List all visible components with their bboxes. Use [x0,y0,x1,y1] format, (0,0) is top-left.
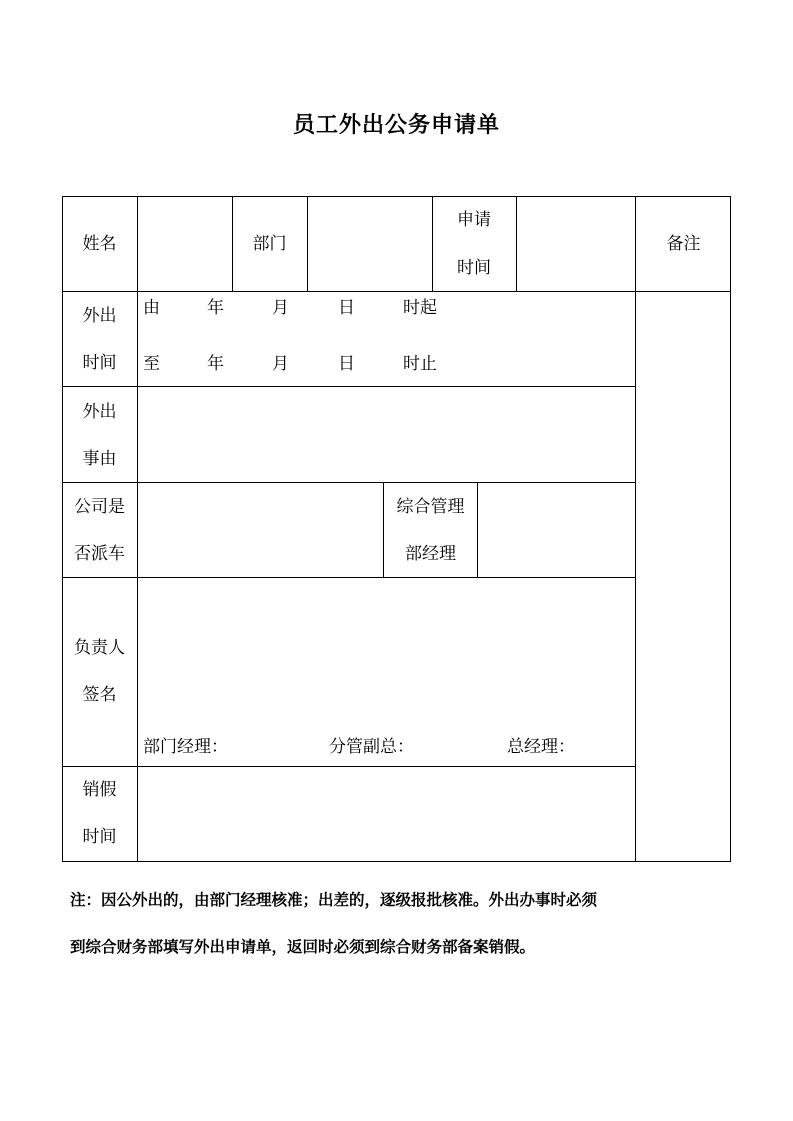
remarks-field[interactable] [637,293,730,861]
from-year: 年 [207,298,224,318]
cancel-leave-field[interactable] [139,768,634,860]
vice-gm-signature: 分管副总： [329,737,414,757]
column-divider [477,482,478,578]
to-suffix: 时止 [403,354,437,374]
admin-manager-field[interactable] [479,484,634,576]
to-month: 月 [272,354,289,374]
column-divider [516,196,517,292]
department-field[interactable] [309,198,431,290]
out-time-label: 外出 [82,306,117,326]
apply-time-label: 申请 [457,210,491,230]
row-divider [62,577,636,578]
to-day: 日 [338,354,355,374]
remarks-label: 备注 [666,234,701,254]
from-day: 日 [338,298,355,318]
out-time-label: 时间 [82,353,117,373]
apply-time-field[interactable] [518,198,634,290]
footnote-line-1: 注：因公外出的，由部门经理核准；出差的，逐级报批核准。外出办事时必须 [70,891,598,909]
reason-field[interactable] [139,388,634,481]
column-divider [635,196,636,862]
department-label: 部门 [252,234,287,254]
from-prefix: 由 [143,298,160,318]
name-label: 姓名 [82,234,117,254]
to-year: 年 [207,354,224,374]
car-label: 公司是 [74,497,125,517]
reason-label: 外出 [82,402,117,422]
admin-manager-label: 综合管理 [396,497,465,517]
footnote-line-2: 到综合财务部填写外出申请单，返回时必须到综合财务部备案销假。 [70,938,536,956]
car-label: 否派车 [74,544,125,564]
row-divider [62,386,636,387]
row-divider [62,291,731,292]
dept-manager-signature: 部门经理： [143,737,228,757]
column-divider [137,196,138,862]
to-prefix: 至 [143,354,160,374]
row-divider [62,482,636,483]
signature-label: 签名 [82,685,117,705]
car-field[interactable] [139,484,382,576]
apply-time-label: 时间 [457,258,491,278]
from-month: 月 [272,298,289,318]
row-divider [62,766,636,767]
admin-manager-label: 部经理 [405,544,456,564]
column-divider [307,196,308,292]
signature-label: 负责人 [74,638,125,658]
cancel-leave-label: 时间 [82,827,117,847]
gm-signature: 总经理： [507,737,575,757]
cancel-leave-label: 销假 [82,780,117,800]
reason-label: 事由 [82,449,117,469]
page-title: 员工外出公务申请单 [292,113,500,138]
name-field[interactable] [139,198,231,290]
from-suffix: 时起 [403,298,437,318]
